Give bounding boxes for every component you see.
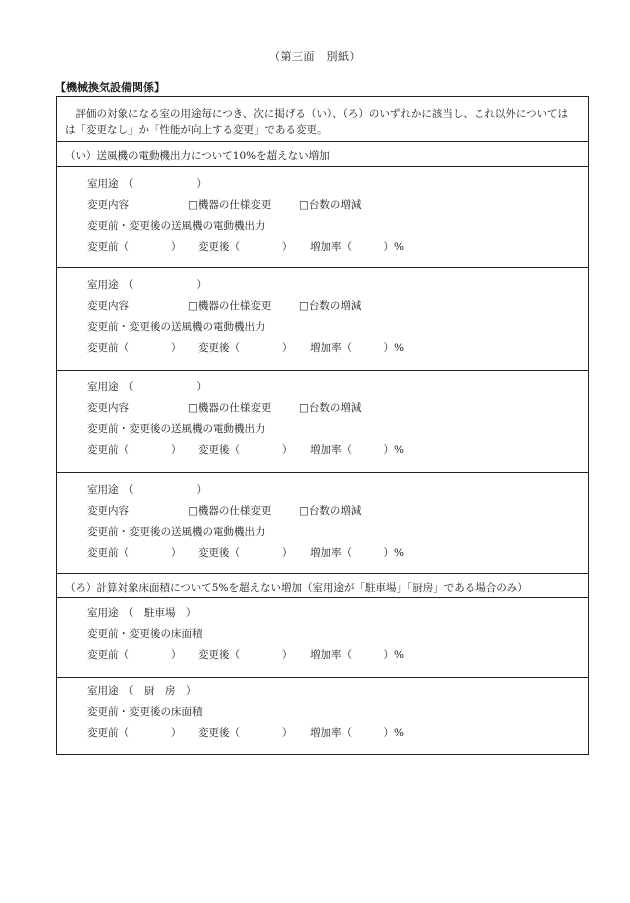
page-header: （第三面 別紙） xyxy=(269,50,361,63)
room-use-label: 室用途 xyxy=(87,607,119,619)
divider xyxy=(57,166,588,167)
increase-rate-field[interactable]: 増加率（ ）% xyxy=(310,649,404,661)
fan-output-label: 変更前・変更後の送風機の電動機出力 xyxy=(87,526,266,538)
category-i-heading: （い）送風機の電動機出力について10%を超えない増加 xyxy=(65,150,330,162)
change-content-label: 変更内容 xyxy=(87,402,129,414)
increase-rate-field[interactable]: 増加率（ ）% xyxy=(310,342,404,354)
room-use-label: 室用途 xyxy=(87,685,119,697)
change-content-label: 変更内容 xyxy=(87,199,129,211)
unit-count-checkbox[interactable]: □台数の増減 xyxy=(299,402,362,414)
increase-rate-field[interactable]: 増加率（ ）% xyxy=(310,547,404,559)
spec-change-checkbox[interactable]: □機器の仕様変更 xyxy=(188,199,272,211)
spec-change-checkbox[interactable]: □機器の仕様変更 xyxy=(188,300,272,312)
before-field[interactable]: 変更前（ ） xyxy=(87,241,182,253)
category-ro-heading: （ろ）計算対象床面積について5%を超えない増加（室用途が「駐車場」「厨房」である場合のみ） xyxy=(65,582,528,594)
increase-rate-field[interactable]: 増加率（ ）% xyxy=(310,241,404,253)
room-use-label: 室用途 xyxy=(87,484,119,496)
after-field[interactable]: 変更後（ ） xyxy=(198,727,293,739)
intro-line-1: 評価の対象になる室の用途毎につき、次に掲げる（い）、（ろ）のいずれかに該当し、これ以外については xyxy=(75,108,569,120)
intro-text xyxy=(65,106,580,138)
intro-line-2: は「変更なし」か「性能が向上する変更」である変更。 xyxy=(65,124,328,136)
section-title: 【機械換気設備関係】 xyxy=(55,81,165,94)
divider xyxy=(57,677,588,678)
floor-area-label: 変更前・変更後の床面積 xyxy=(87,706,203,718)
before-field[interactable]: 変更前（ ） xyxy=(87,727,182,739)
room-use-label: 室用途 xyxy=(87,279,119,291)
after-field[interactable]: 変更後（ ） xyxy=(198,241,293,253)
unit-count-checkbox[interactable]: □台数の増減 xyxy=(299,300,362,312)
divider xyxy=(57,597,588,598)
change-content-label: 変更内容 xyxy=(87,505,129,517)
room-use-label: 室用途 xyxy=(87,178,119,190)
increase-rate-field[interactable]: 増加率（ ）% xyxy=(310,444,404,456)
form-table xyxy=(56,96,589,755)
room-use-field[interactable]: （ ） xyxy=(123,484,207,496)
fan-output-label: 変更前・変更後の送風機の電動機出力 xyxy=(87,321,266,333)
before-field[interactable]: 変更前（ ） xyxy=(87,342,182,354)
after-field[interactable]: 変更後（ ） xyxy=(198,444,293,456)
change-content-label: 変更内容 xyxy=(87,300,129,312)
room-use-label: 室用途 xyxy=(87,381,119,393)
floor-area-label: 変更前・変更後の床面積 xyxy=(87,628,203,640)
fan-output-label: 変更前・変更後の送風機の電動機出力 xyxy=(87,220,266,232)
divider xyxy=(57,573,588,574)
room-use-field[interactable]: （ ） xyxy=(123,279,207,291)
divider xyxy=(57,370,588,371)
before-field[interactable]: 変更前（ ） xyxy=(87,547,182,559)
spec-change-checkbox[interactable]: □機器の仕様変更 xyxy=(188,402,272,414)
increase-rate-field[interactable]: 増加率（ ）% xyxy=(310,727,404,739)
unit-count-checkbox[interactable]: □台数の増減 xyxy=(299,505,362,517)
divider xyxy=(57,267,588,268)
room-use-field[interactable]: （ ） xyxy=(123,381,207,393)
fan-output-label: 変更前・変更後の送風機の電動機出力 xyxy=(87,423,266,435)
after-field[interactable]: 変更後（ ） xyxy=(198,342,293,354)
room-use-field[interactable]: （ ） xyxy=(123,178,207,190)
before-field[interactable]: 変更前（ ） xyxy=(87,444,182,456)
room-use-field[interactable]: （ 駐車場 ） xyxy=(123,607,197,619)
divider xyxy=(57,472,588,473)
after-field[interactable]: 変更後（ ） xyxy=(198,649,293,661)
after-field[interactable]: 変更後（ ） xyxy=(198,547,293,559)
room-use-field[interactable]: （ 厨 房 ） xyxy=(123,685,197,697)
spec-change-checkbox[interactable]: □機器の仕様変更 xyxy=(188,505,272,517)
unit-count-checkbox[interactable]: □台数の増減 xyxy=(299,199,362,211)
before-field[interactable]: 変更前（ ） xyxy=(87,649,182,661)
divider xyxy=(57,141,588,142)
